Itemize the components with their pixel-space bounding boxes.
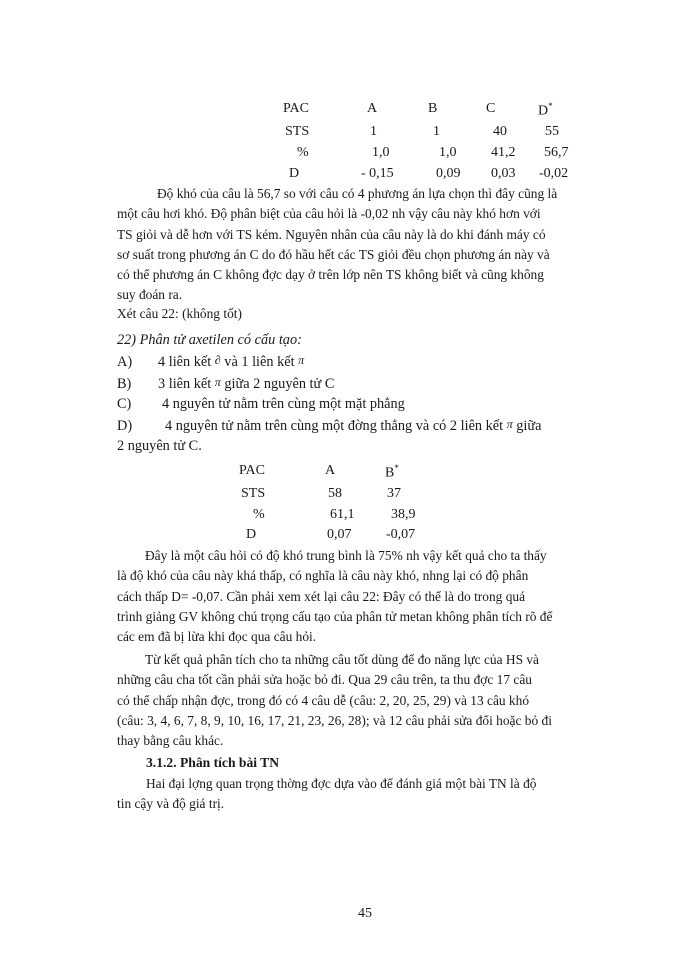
t2-row2-label: % <box>253 507 265 522</box>
t1-row3-b: 0,09 <box>436 166 461 181</box>
para2-line: là độ khó của câu này khá thấp, có nghĩa là câu này khó, nhng lại có độ phân <box>117 568 529 584</box>
option-b-text: 3 liên kết <box>158 376 215 392</box>
para2-line: Đây là một câu hỏi có độ khó trung bình là 75% nh vậy kết quả cho ta thấy <box>145 548 547 563</box>
para1-line: một câu hơi khó. Độ phân biệt của câu hỏi là -0,02 nh vậy câu này khó hơn với <box>117 206 541 222</box>
t1-row2-a: 1,0 <box>372 145 390 160</box>
option-b-key: B) <box>117 376 132 392</box>
sigma-symbol: ∂ <box>214 353 221 367</box>
para3-line: có thể chấp nhận đợc, trong đó có 4 câu dễ (câu: 2, 20, 25, 29) và 13 câu khó <box>117 692 530 708</box>
t2-row2-a: 61,1 <box>330 507 355 522</box>
t1-row2-b: 1,0 <box>439 145 457 160</box>
option-c <box>117 396 405 413</box>
t2-row1-a: 58 <box>328 486 342 501</box>
t2-row1-label: STS <box>241 486 266 501</box>
option-a-key: A) <box>117 354 133 370</box>
t2-row3-b: -0,07 <box>386 527 416 542</box>
para2-line: cách thấp D= -0,07. Cần phải xem xét lại câu 22: Đây có thể là do trong quá <box>117 588 526 604</box>
pi-symbol: π <box>298 353 305 367</box>
t1-header-a: A <box>367 101 378 116</box>
para1-line: có thể phương án C không đợc dạy ở trên lớp nên TS không biết và cũng không <box>117 267 544 283</box>
para1-line: Độ khó của câu là 56,7 so với câu có 4 phương án lựa chọn thì đây cũng là <box>157 186 558 201</box>
paragraph-2 <box>117 546 617 647</box>
t1-row3-c: 0,03 <box>491 166 516 181</box>
option-a-text: 4 liên kết <box>158 354 215 370</box>
question-stem-text: 22) Phân tử axetilen có cấu tạo: <box>117 332 302 348</box>
question-stem <box>117 332 302 349</box>
para3-line: Từ kết quả phân tích cho ta những câu tốt dùng để đo năng lực của HS và <box>145 652 540 667</box>
t1-header-pac: PAC <box>283 101 309 116</box>
para1-line: TS giỏi và dễ hơn với TS kém. Nguyên nhân của câu này là do khi đánh máy có <box>117 226 546 242</box>
paragraph-4 <box>117 774 617 815</box>
page-number: 45 <box>358 906 372 921</box>
para2-line: trình giảng GV không chú trọng cấu tạo của phân tử metan không phân tích rõ để <box>117 608 553 624</box>
t1-row3-label: D <box>289 166 300 181</box>
option-d <box>117 417 542 435</box>
t2-row2-b: 38,9 <box>391 507 416 522</box>
option-d-line2: 2 nguyên tử C. <box>117 438 202 454</box>
t1-row1-a: 1 <box>370 124 377 139</box>
t2-row1-b: 37 <box>387 486 401 501</box>
option-a <box>117 353 304 371</box>
paragraph-3 <box>117 650 617 751</box>
paragraph-1 <box>117 184 617 306</box>
t2-header-pac: PAC <box>239 463 265 478</box>
t1-header-b: B <box>428 101 438 116</box>
para4-line: Hai đại lợng quan trọng thờng đợc dựa vào để đánh giá một bài TN là độ <box>146 776 537 791</box>
t1-row1-c: 40 <box>493 124 507 139</box>
xet-cau-22: Xét câu 22: (không tốt) <box>117 306 242 321</box>
option-d-text: 4 nguyên tử nằm trên cùng một đờng thẳng và có 2 liên kết <box>165 418 507 434</box>
para1-line: suy đoán ra. <box>117 287 183 303</box>
para4-line: tin cậy và độ giá trị. <box>117 796 225 812</box>
section-heading: 3.1.2. Phân tích bài TN <box>146 755 280 770</box>
t1-row3-d: -0,02 <box>539 166 569 181</box>
t1-row2-d: 56,7 <box>544 145 569 160</box>
t1-header-d: D* <box>538 101 553 119</box>
option-c-key: C) <box>117 396 132 412</box>
t1-row1-label: STS <box>285 124 310 139</box>
para1-line: sơ suất trong phương án C do đó hầu hết các TS giỏi đều chọn phương án này và <box>117 246 550 262</box>
t1-header-c: C <box>486 101 496 116</box>
t1-row3-a: - 0,15 <box>361 166 394 181</box>
option-b-text2: giữa 2 nguyên tử C <box>220 376 335 392</box>
para3-line: những câu cha tốt cần phải sửa hoặc bỏ đi. Qua 29 câu trên, ta thu đợc 17 câu <box>117 672 532 688</box>
t2-header-a: A <box>325 463 336 478</box>
t1-row1-b: 1 <box>433 124 440 139</box>
t2-header-b: B* <box>385 463 399 481</box>
option-c-text: 4 nguyên tử nằm trên cùng một mặt phẳng <box>162 396 405 412</box>
pi-symbol: π <box>214 375 221 389</box>
option-a-text2: và 1 liên kết <box>220 354 299 370</box>
t1-row1-d: 55 <box>545 124 559 139</box>
t2-row3-a: 0,07 <box>327 527 352 542</box>
t1-row2-label: % <box>297 145 309 160</box>
para3-line: (câu: 3, 4, 6, 7, 8, 9, 10, 16, 17, 21, 23, 26, 28); và 12 câu phải sửa đổi hoặc bỏ đi <box>117 712 552 728</box>
option-d-text2: giữa <box>512 418 542 434</box>
option-d-key: D) <box>117 418 133 434</box>
option-b <box>117 375 334 393</box>
pi-symbol: π <box>506 417 513 431</box>
para3-line: thay bằng câu khác. <box>117 733 224 749</box>
t2-row3-label: D <box>246 527 257 542</box>
para2-line: các em đã bị lừa khi đọc qua câu hỏi. <box>117 629 317 645</box>
t1-row2-c: 41,2 <box>491 145 516 160</box>
